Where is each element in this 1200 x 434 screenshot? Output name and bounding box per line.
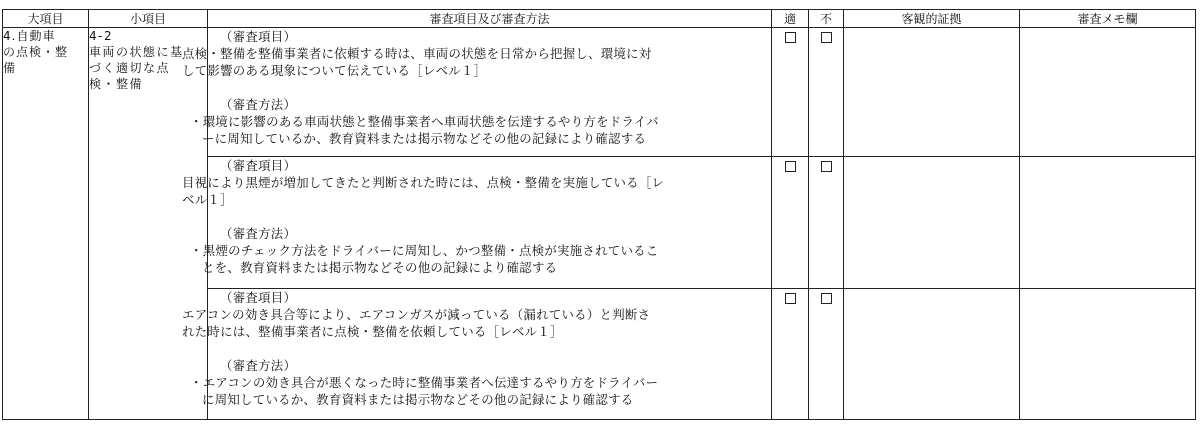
pass-checkbox[interactable] <box>785 293 796 304</box>
method-heading: （審査方法） <box>220 358 297 373</box>
fail-cell[interactable] <box>809 157 844 289</box>
method-cell <box>182 28 772 157</box>
category-line: 備 <box>3 61 17 75</box>
item-heading: （審査項目） <box>220 290 297 305</box>
header-large-item: 大項目 <box>3 10 89 28</box>
method-text: ・黒煙のチェック方法をドライバーに周知し、かつ整備・点検が実施されているこ <box>190 243 659 258</box>
memo-cell[interactable] <box>1020 289 1196 420</box>
item-text: 点検・整備を整備事業者に依頼する時は、車両の状態を日常から把握し、環境に対 <box>182 46 652 61</box>
method-cell <box>182 157 772 289</box>
fail-checkbox[interactable] <box>821 293 832 304</box>
method-text: に周知しているか、教育資料または掲示物などその他の記録により確認する <box>202 392 634 407</box>
subcategory-line: 車両の状態に基 <box>89 45 184 59</box>
item-text: れた時には、整備事業者に点検・整備を依頼している［レベル１］ <box>182 324 563 339</box>
item-heading: （審査項目） <box>220 29 297 44</box>
table-row <box>3 28 1196 157</box>
fail-checkbox[interactable] <box>821 161 832 172</box>
header-evidence: 客観的証拠 <box>844 10 1020 28</box>
header-pass: 適 <box>772 10 809 28</box>
memo-cell[interactable] <box>1020 157 1196 289</box>
pass-cell[interactable] <box>772 157 809 289</box>
item-text: ベル１］ <box>182 192 233 207</box>
pass-checkbox[interactable] <box>785 161 796 172</box>
category-line: の点検・整 <box>3 45 69 59</box>
method-text: ・エアコンの効き具合が悪くなった時に整備事業者へ伝達するやり方をドライバー <box>190 375 659 390</box>
item-heading: （審査項目） <box>220 158 297 173</box>
method-text: とを、教育資料または掲示物などその他の記録により確認する <box>202 260 558 275</box>
method-cell <box>182 289 772 420</box>
item-text: 目視により黒煙が増加してきたと判断された時には、点検・整備を実施している［レ <box>182 175 665 190</box>
subcategory-line: づく適切な点 <box>89 61 171 75</box>
fail-checkbox[interactable] <box>821 32 832 43</box>
category-cell <box>3 28 89 420</box>
memo-cell[interactable] <box>1020 28 1196 157</box>
method-heading: （審査方法） <box>220 226 297 241</box>
header-fail: 不 <box>809 10 844 28</box>
pass-cell[interactable] <box>772 289 809 420</box>
evidence-cell[interactable] <box>844 28 1020 157</box>
method-text: ・環境に影響のある車両状態と整備事業者へ車両状態を伝達するやり方をドライバ <box>190 114 659 129</box>
fail-cell[interactable] <box>809 28 844 157</box>
header-row <box>3 10 1196 28</box>
item-text: して影響のある現象について伝えている［レベル１］ <box>182 63 487 78</box>
header-small-item: 小項目 <box>89 10 208 28</box>
subcategory-line: 検・整備 <box>89 77 144 91</box>
evidence-cell[interactable] <box>844 289 1020 420</box>
header-method: 審査項目及び審査方法 <box>208 10 772 28</box>
spacer <box>208 79 771 96</box>
category-line: 4.自動車 <box>3 29 56 43</box>
spacer <box>208 340 771 357</box>
pass-cell[interactable] <box>772 28 809 157</box>
subcategory-cell <box>89 28 208 420</box>
item-text: エアコンの効き具合等により、エアコンガスが減っている（漏れている）と判断さ <box>182 307 651 322</box>
method-text: ーに周知しているか、教育資料または掲示物などその他の記録により確認する <box>202 131 647 146</box>
pass-checkbox[interactable] <box>785 32 796 43</box>
spacer <box>208 208 771 225</box>
audit-table <box>2 9 1196 420</box>
evidence-cell[interactable] <box>844 157 1020 289</box>
subcategory-line: 4-2 <box>89 29 114 43</box>
header-memo: 審査メモ欄 <box>1020 10 1196 28</box>
fail-cell[interactable] <box>809 289 844 420</box>
method-heading: （審査方法） <box>220 97 297 112</box>
